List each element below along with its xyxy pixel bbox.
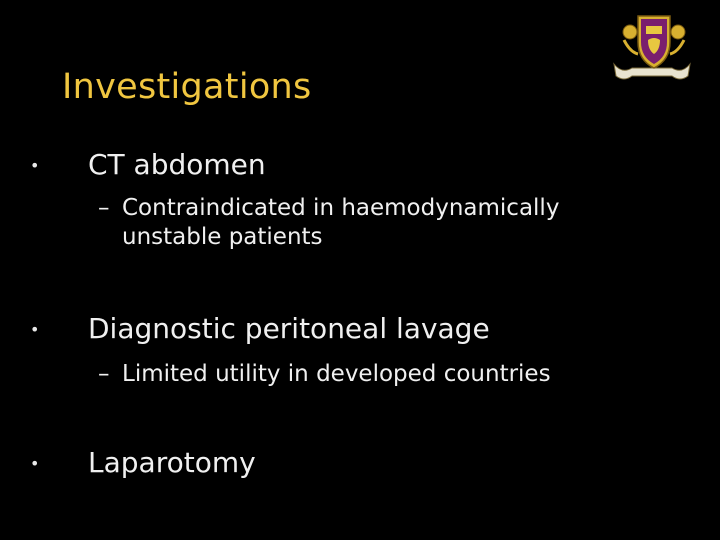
bullet-item [0,312,720,346]
sub-bullet-text: Limited utility in developed countries [122,361,551,387]
university-crest-icon [610,12,694,82]
slide-title: Investigations [62,67,312,107]
sub-bullet-dash: – [98,195,110,221]
bullet-dot: • [30,156,40,175]
bullet-dot: • [30,454,40,473]
bullet-text: CT abdomen [88,148,266,181]
bullet-text: Laparotomy [88,446,256,479]
bullet-text: Diagnostic peritoneal lavage [88,312,490,345]
bullet-dot: • [30,320,40,339]
sub-bullet-text: Contraindicated in haemodynamically unstable patients [122,195,560,250]
bullet-item [0,148,720,182]
sub-bullet-dash: – [98,361,110,387]
bullet-item [0,446,720,480]
sub-bullet-item [0,360,720,392]
sub-bullet-item [0,194,720,258]
